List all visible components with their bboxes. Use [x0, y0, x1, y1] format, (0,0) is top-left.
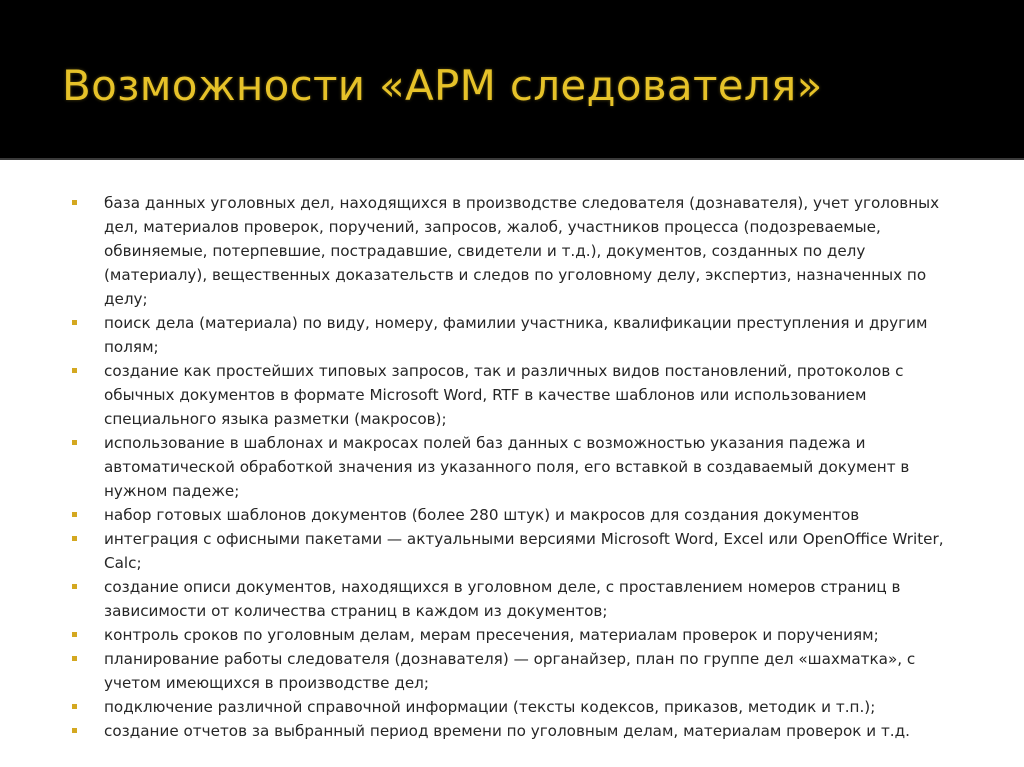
bullet-square-icon [72, 632, 77, 637]
bullet-square-icon [72, 656, 77, 661]
list-item [72, 503, 972, 527]
list-item [72, 191, 972, 311]
bullet-square-icon [72, 200, 77, 205]
list-item [72, 623, 972, 647]
bullet-square-icon [72, 728, 77, 733]
list-item [72, 311, 972, 359]
list-item-text: создание как простейших типовых запросов, так и различных видов постановлений, протоколов с обычных документов в формате Microsoft Word, RTF в качестве шаблонов или использованием специального языка разметки (макросов); [104, 362, 904, 428]
bullet-square-icon [72, 584, 77, 589]
bullet-square-icon [72, 512, 77, 517]
list-item-text: создание описи документов, находящихся в уголовном деле, с проставлением номеров страниц в зависимости от количества страниц в каждом из документов; [104, 578, 901, 620]
bullet-square-icon [72, 440, 77, 445]
list-item-text: планирование работы следователя (дознавателя) — органайзер, план по группе дел «шахматка», с учетом имеющихся в производстве дел; [104, 650, 916, 692]
list-item-text: интеграция с офисными пакетами — актуальными версиями Microsoft Word, Excel или OpenOffice Writer, Calc; [104, 530, 944, 572]
list-item-text: поиск дела (материала) по виду, номеру, фамилии участника, квалификации преступления и другим полям; [104, 314, 928, 356]
list-item-text: использование в шаблонах и макросах полей баз данных с возможностью указания падежа и автоматической обработкой значения из указанного поля, его вставкой в создаваемый документ в нужном падеже; [104, 434, 910, 500]
bullet-square-icon [72, 704, 77, 709]
list-item-text: контроль сроков по уголовным делам, мерам пресечения, материалам проверок и поручениям; [104, 626, 879, 644]
bullet-square-icon [72, 536, 77, 541]
bullet-square-icon [72, 320, 77, 325]
list-item-text: подключение различной справочной информации (тексты кодексов, приказов, методик и т.п.); [104, 698, 876, 716]
list-item [72, 431, 972, 503]
list-item [72, 695, 972, 719]
list-item [72, 359, 972, 431]
slide-title: Возможности «АРМ следователя» [62, 61, 823, 110]
list-item-text: база данных уголовных дел, находящихся в производстве следователя (дознавателя), учет уголовных дел, материалов проверок, поручений, запросов, жалоб, участников процесса (подозреваемые, обвиняемые, потерпевшие, пострадавшие, свидетели и т.д.), документов, созданных по делу (материалу), вещественных доказательств и следов по уголовному делу, экспертиз, назначенных по делу; [104, 194, 940, 308]
list-item [72, 575, 972, 623]
list-item-text: набор готовых шаблонов документов (более 280 штук) и макросов для создания документов [104, 506, 860, 524]
list-item [72, 527, 972, 575]
list-item [72, 647, 972, 695]
title-bar [0, 0, 1024, 160]
bullet-list [72, 191, 972, 743]
list-item [72, 719, 972, 743]
content-area [72, 191, 972, 743]
list-item-text: создание отчетов за выбранный период времени по уголовным делам, материалам проверок и т.д. [104, 722, 910, 740]
bullet-square-icon [72, 368, 77, 373]
